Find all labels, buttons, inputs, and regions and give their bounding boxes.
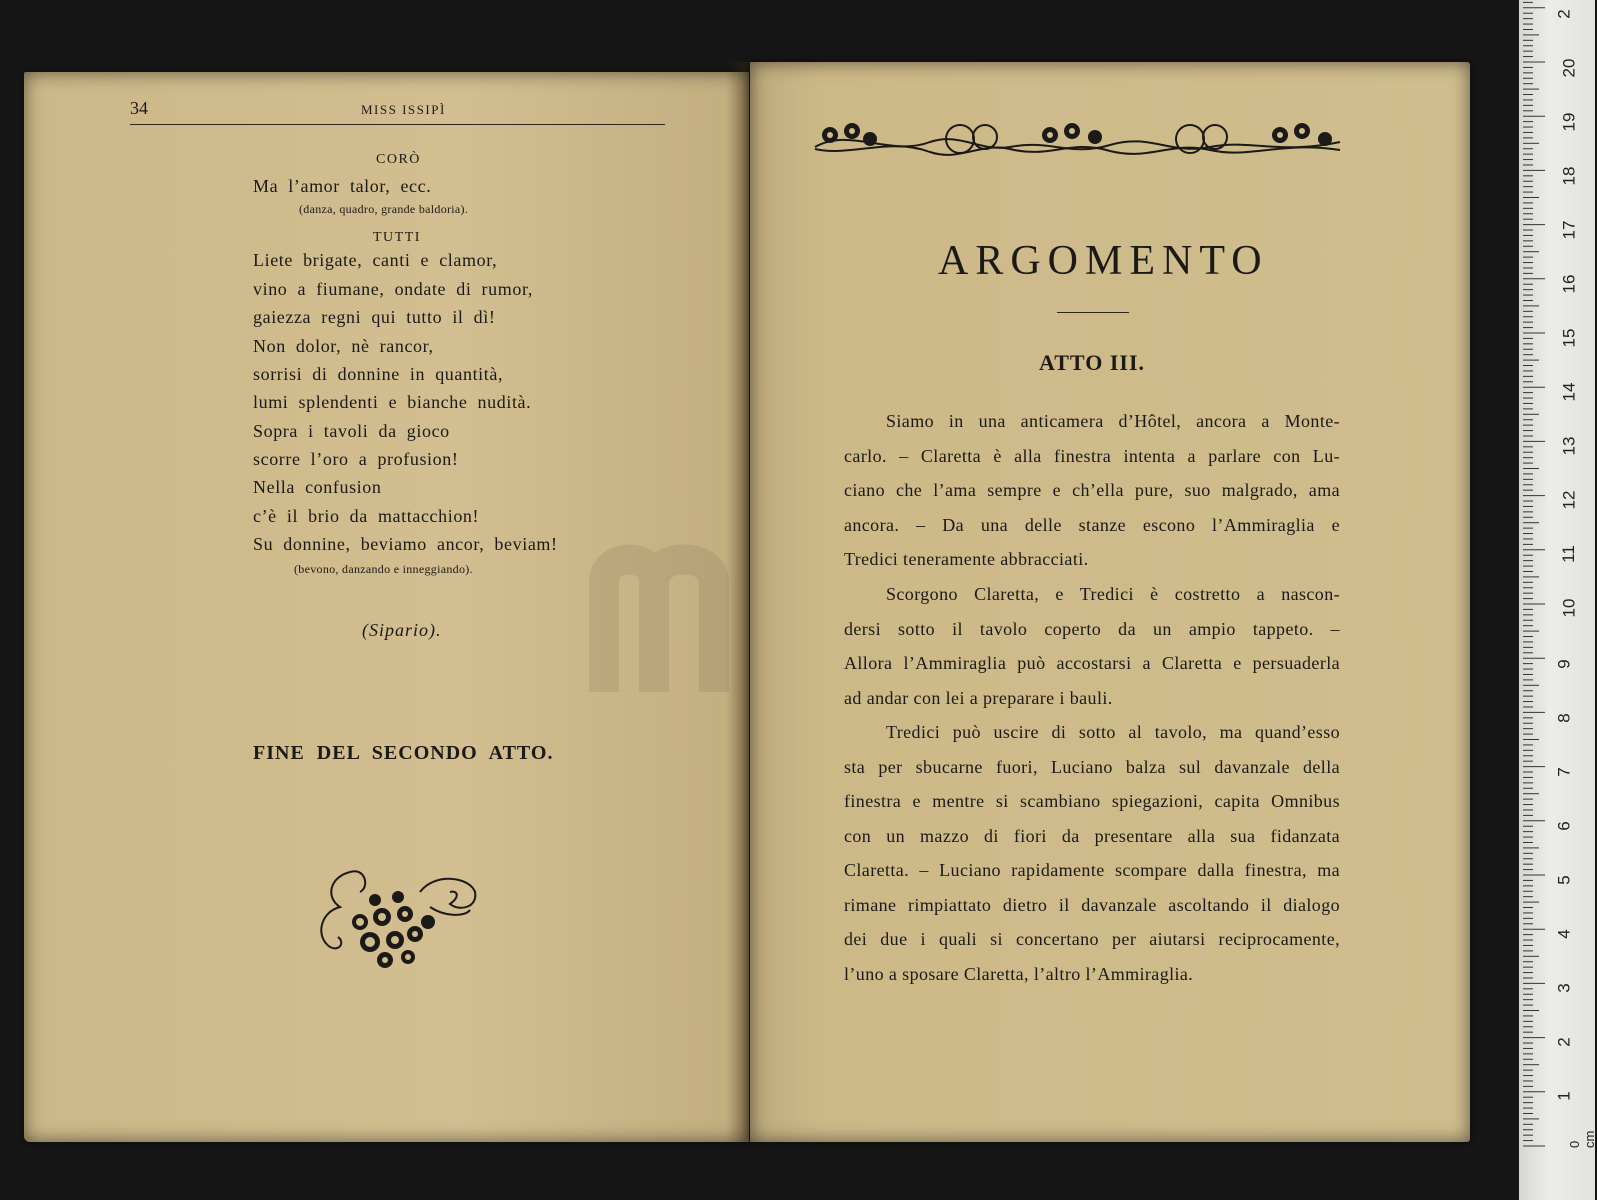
verse-line: vino a fiumane, ondate di rumor, — [253, 279, 533, 299]
text-line: Allora l’Ammiraglia può accostarsi a Claretta e persuaderla — [844, 653, 1340, 673]
verse-line: Nella confusion — [253, 477, 382, 497]
ruler-number: 3 — [1554, 983, 1574, 993]
ruler-ticks — [1519, 0, 1595, 1200]
ruler-number: 19 — [1559, 112, 1579, 132]
ruler-number: 16 — [1559, 274, 1579, 294]
right-page — [750, 62, 1470, 1142]
verse-line: Su donnine, beviamo ancor, beviam! — [253, 534, 558, 554]
text-line: Claretta. – Luciano rapidamente scompare dalla finestra, ma — [844, 860, 1340, 880]
text-line: Tredici può uscire di sotto al tavolo, ma quand’esso — [886, 722, 1340, 742]
ruler-number: 2 — [1554, 1037, 1574, 1047]
ruler-number: 2 — [1554, 9, 1574, 19]
text-line: dersi sotto il tavolo coperto da un ampio tappeto. – — [844, 618, 1340, 639]
stage-direction-dance: (danza, quadro, grande baldoria). — [299, 202, 469, 216]
ruler-number: 13 — [1559, 436, 1579, 456]
act-heading: ATTO III. — [1039, 350, 1146, 375]
verse-line: c’è il brio da mattacchion! — [253, 506, 480, 526]
verse-line: gaiezza regni qui tutto il dì! — [253, 307, 496, 327]
verse-line: Liete brigate, canti e clamor, — [253, 250, 498, 270]
text-line: finestra e mentre si scambiano spiegazioni, capita Omnibus — [844, 791, 1340, 811]
text-line: dei due i quali si concertano per aiutarsi reciprocamente, — [844, 929, 1340, 949]
ruler-number: 12 — [1559, 490, 1579, 510]
text-line: ancora. – Da una delle stanze escono l’Ammiraglia e — [844, 514, 1340, 535]
ruler-number: 9 — [1554, 659, 1574, 669]
coro-line: Ma l’amor talor, ecc. — [253, 176, 432, 196]
speaker-coro: CORÒ — [376, 152, 421, 167]
ruler-number: 17 — [1559, 220, 1579, 240]
text-line: rimane rimpiattato dietro il davanzale ascoltando il dialogo — [844, 894, 1340, 915]
end-of-act-heading: FINE DEL SECONDO ATTO. — [253, 742, 554, 764]
speaker-tutti: TUTTI — [373, 230, 421, 245]
ruler-number: 7 — [1554, 767, 1574, 777]
verse-line: lumi splendenti e bianche nudità. — [253, 392, 532, 412]
text-line: Siamo in una anticamera d’Hôtel, ancora a Monte- — [886, 411, 1340, 431]
ruler-number: 1 — [1554, 1091, 1574, 1101]
ruler-number: 20 — [1559, 58, 1579, 78]
text-line: ad andar con lei a preparare i bauli. — [844, 687, 1113, 708]
verse-line: sorrisi di donnine in quantità, — [253, 364, 504, 384]
text-line: carlo. – Claretta è alla finestra intenta a parlare con Lu- — [844, 445, 1340, 466]
page-number: 34 — [130, 98, 148, 118]
ruler-number: 14 — [1559, 382, 1579, 402]
text-line: con un mazzo di fiori da presentare alla sua fidanzata — [844, 825, 1340, 846]
text-line: ciano che l’ama sempre e ch’ella pure, suo malgrado, ama — [844, 480, 1340, 500]
synopsis-paragraph-3 — [844, 715, 1340, 991]
measurement-ruler — [1519, 0, 1595, 1200]
page-heading: ARGOMENTO — [938, 238, 1269, 284]
ruler-number: 18 — [1559, 166, 1579, 186]
ruler-number: 11 — [1558, 545, 1578, 563]
floral-vignette-icon — [310, 862, 480, 972]
ruler-unit-label: 0 cm — [1567, 1130, 1597, 1148]
verse-line: Sopra i tavoli da gioco — [253, 421, 450, 441]
synopsis-paragraph-2 — [844, 577, 1340, 715]
text-line: Scorgono Claretta, e Tredici è costretto a nascon- — [886, 584, 1340, 604]
text-line: sta per sbucarne fuori, Luciano balza sul davanzale della — [844, 756, 1340, 777]
header-rule — [130, 124, 665, 125]
ruler-number: 5 — [1554, 875, 1574, 885]
art-nouveau-header-ornament-icon — [810, 117, 1345, 167]
ruler-number: 10 — [1559, 598, 1579, 618]
ruler-number: 15 — [1559, 328, 1579, 348]
left-page — [24, 72, 749, 1142]
text-line: l’uno a sposare Claretta, l’altro l’Ammiraglia. — [844, 963, 1194, 984]
synopsis-paragraph-1 — [844, 404, 1340, 577]
verse-line: scorre l’oro a profusion! — [253, 449, 459, 469]
text-line: Tredici teneramente abbracciati. — [844, 549, 1089, 569]
ruler-number: 8 — [1554, 713, 1574, 723]
ruler-number: 6 — [1554, 821, 1574, 831]
verse-line: Non dolor, nè rancor, — [253, 336, 434, 356]
stage-direction-drink: (bevono, danzando e inneggiando). — [294, 562, 473, 576]
heading-rule — [1057, 312, 1129, 313]
running-head: MISS ISSIPÌ — [361, 102, 446, 117]
ruler-number: 4 — [1554, 929, 1574, 939]
curtain-direction: (Sipario). — [362, 620, 442, 640]
